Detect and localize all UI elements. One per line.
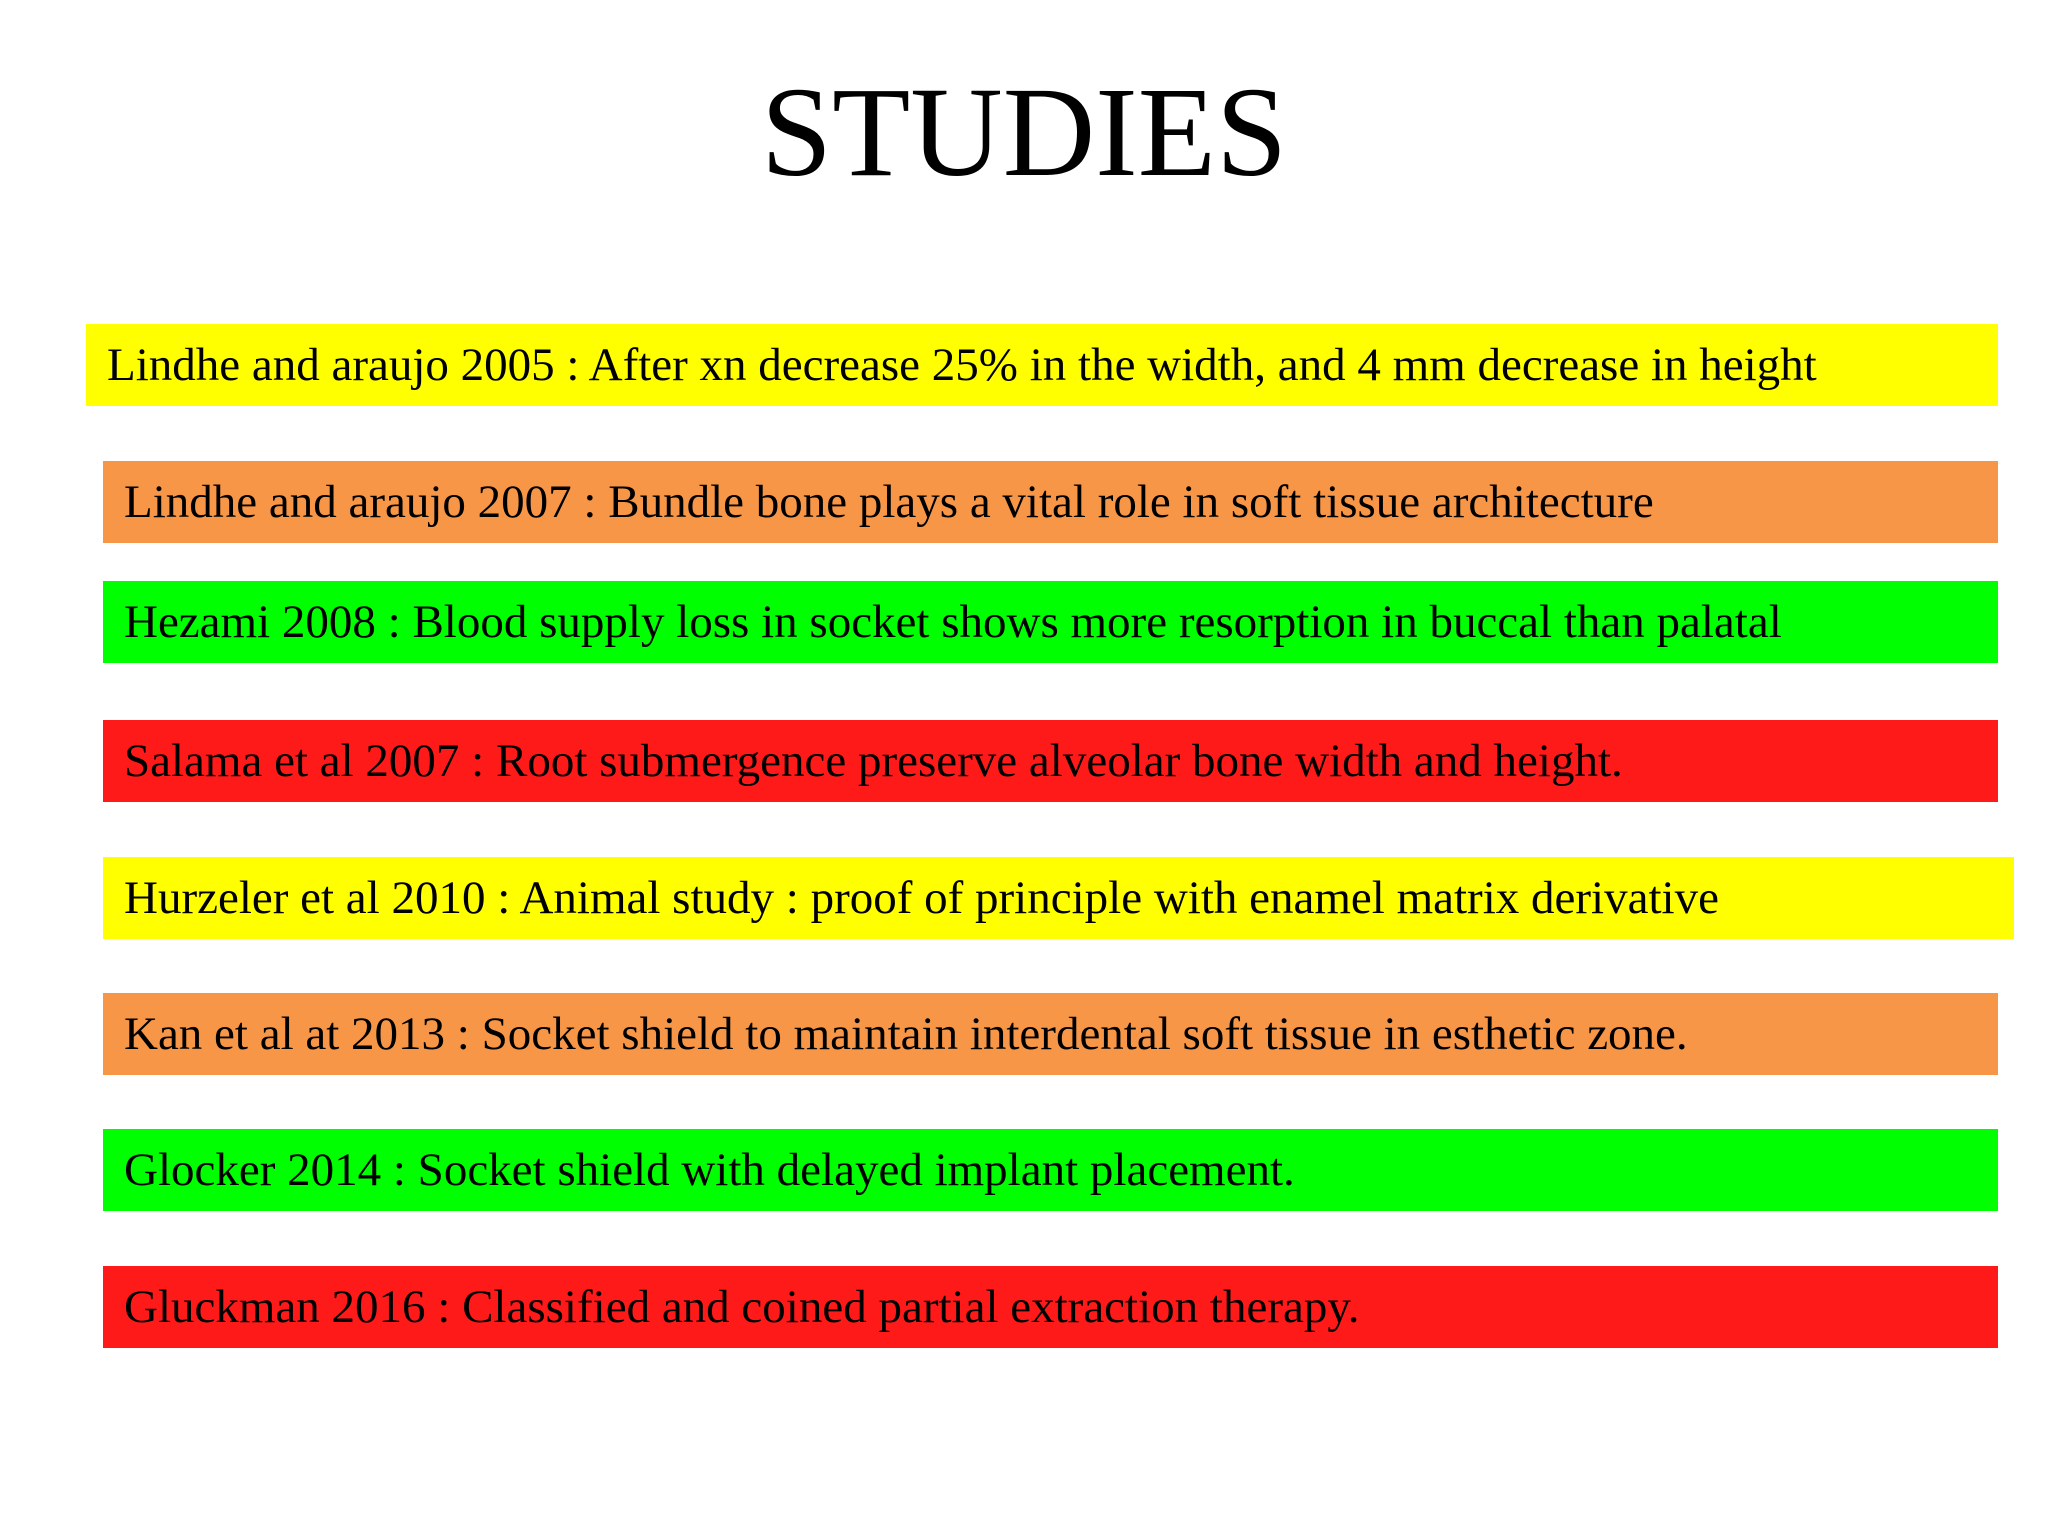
study-text: Glocker 2014 : Socket shield with delayed implant placement. bbox=[124, 1144, 1295, 1196]
study-lindhe-araujo-2007 bbox=[103, 461, 1998, 543]
study-text: Kan et al at 2013 : Socket shield to maintain interdental soft tissue in esthetic zone. bbox=[124, 1008, 1688, 1060]
study-salama-2007 bbox=[103, 720, 1998, 802]
study-text: Salama et al 2007 : Root submergence preserve alveolar bone width and height. bbox=[124, 735, 1623, 787]
study-lindhe-araujo-2005 bbox=[86, 324, 1998, 406]
study-text: Gluckman 2016 : Classified and coined partial extraction therapy. bbox=[124, 1281, 1360, 1333]
study-text: Lindhe and araujo 2005 : After xn decrease 25% in the width, and 4 mm decrease in height bbox=[107, 339, 1817, 391]
study-kan-2013 bbox=[103, 993, 1998, 1075]
study-text: Hurzeler et al 2010 : Animal study : proof of principle with enamel matrix derivative bbox=[124, 872, 1719, 924]
study-text: Lindhe and araujo 2007 : Bundle bone plays a vital role in soft tissue architecture bbox=[124, 476, 1654, 528]
study-hezami-2008 bbox=[103, 581, 1998, 663]
study-glocker-2014 bbox=[103, 1129, 1998, 1211]
study-hurzeler-2010 bbox=[103, 857, 2014, 939]
study-text: Hezami 2008 : Blood supply loss in socket shows more resorption in buccal than palatal bbox=[124, 596, 1782, 648]
study-gluckman-2016 bbox=[103, 1266, 1998, 1348]
slide-title: STUDIES bbox=[760, 61, 1288, 203]
